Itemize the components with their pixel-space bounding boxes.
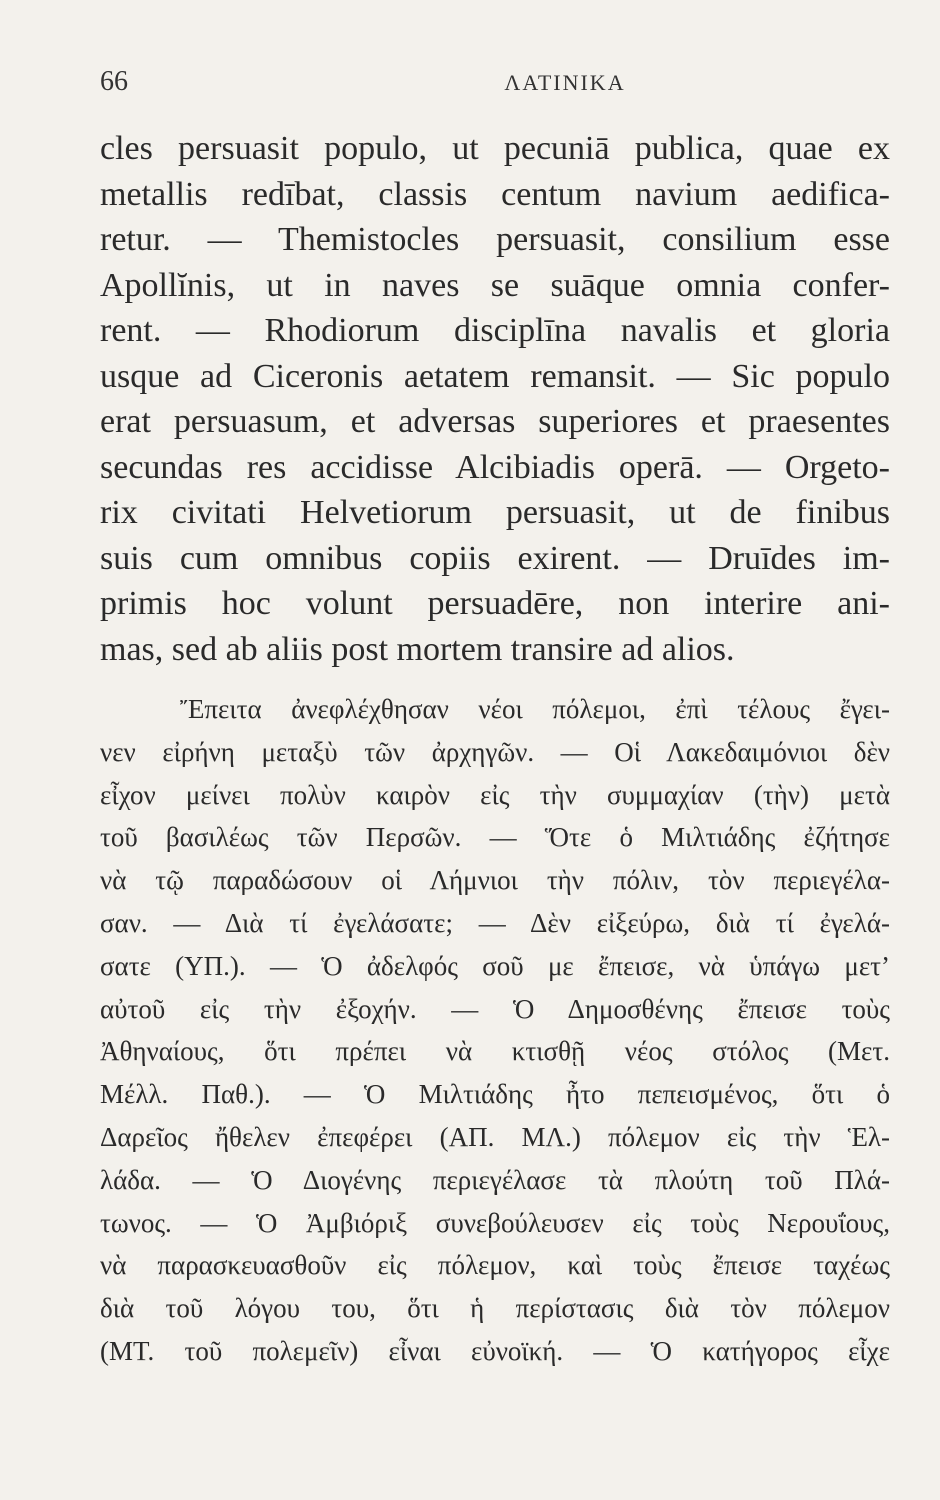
text-line: Ἔπειτα ἀνεφλέχθησαν νέοι πόλεμοι, ἐπὶ τέλους ἔγει-	[180, 694, 890, 724]
text-line: Δαρεῖος ἤθελεν ἐπεφέρει (ΑΠ. ΜΛ.) πόλεμον εἰς τὴν Ἑλ-	[100, 1121, 890, 1152]
text-line: retur. — Themistocles persuasit, consilium esse	[100, 221, 890, 258]
text-line: Μέλλ. Παθ.). — Ὁ Μιλτιάδης ἦτο πεπεισμένος, ὅτι ὁ	[100, 1079, 890, 1110]
text-line: rix civitati Helvetiorum persuasit, ut de finibus	[100, 494, 890, 531]
text-line: metallis redībat, classis centum navium aedifica-	[100, 175, 890, 213]
text-line: τοῦ βασιλέως τῶν Περσῶν. — Ὅτε ὁ Μιλτιάδης ἐζήτησε	[100, 822, 890, 853]
text-line: νὰ τῷ παραδώσουν οἱ Λήμνιοι τὴν πόλιν, τὸν περιεγέλα-	[100, 865, 890, 896]
latin-paragraph	[100, 126, 890, 672]
text-line: διὰ τοῦ λόγου του, ὅτι ἡ περίστασις διὰ τὸν πόλεμον	[100, 1293, 890, 1324]
text-line: εἶχον μείνει πολὺν καιρὸν εἰς τὴν συμμαχίαν (τὴν) μετὰ	[100, 779, 890, 810]
text-line: primis hoc volunt persuadēre, non interire ani-	[100, 585, 890, 622]
text-line: σατε (ΥΠ.). — Ὁ ἀδελφός σοῦ με ἔπεισε, νὰ ὑπάγω μετ’	[100, 950, 890, 981]
running-title: ΛΑΤΙΝΙΚΑ	[504, 70, 626, 95]
text-line: νὰ παρασκευασθοῦν εἰς πόλεμον, καὶ τοὺς ἔπεισε ταχέως	[100, 1250, 890, 1281]
text-line: erat persuasum, et adversas superiores et praesentes	[100, 403, 890, 440]
body-text	[100, 126, 890, 1373]
text-line: (ΜΤ. τοῦ πολεμεῖν) εἶναι εὐνοϊκή. — Ὁ κατήγορος εἶχε	[100, 1335, 890, 1366]
text-line: λάδα. — Ὁ Διογένης περιεγέλασε τὰ πλούτη τοῦ Πλά-	[100, 1164, 890, 1195]
text-line: νεν εἰρήνη μεταξὺ τῶν ἀρχηγῶν. — Οἱ Λακεδαιμόνιοι δὲν	[100, 736, 890, 767]
page-header	[100, 66, 900, 106]
text-line: τωνος. — Ὁ Ἀμβιόριξ συνεβούλευσεν εἰς τοὺς Νερουΐους,	[100, 1207, 890, 1238]
text-line: suis cum omnibus copiis exirent. — Druīdes im-	[100, 539, 890, 577]
text-line: usque ad Ciceronis aetatem remansit. — Sic populo	[100, 357, 890, 395]
text-line: Ἀθηναίους, ὅτι πρέπει νὰ κτισθῇ νέος στόλος (Μετ.	[100, 1036, 890, 1067]
page-number: 66	[100, 66, 128, 97]
text-line: αὐτοῦ εἰς τὴν ἐξοχήν. — Ὁ Δημοσθένης ἔπεισε τοὺς	[100, 993, 890, 1024]
text-line: rent. — Rhodiorum disciplīna navalis et gloria	[100, 312, 890, 349]
greek-paragraph	[100, 688, 890, 1373]
text-line: cles persuasit populo, ut pecuniā publica, quae ex	[100, 130, 890, 167]
text-line: mas, sed ab aliis post mortem transire ad alios.	[100, 630, 735, 668]
text-line: secundas res accidisse Alcibiadis operā. — Orgeto-	[100, 448, 890, 486]
text-line: Apollĭnis, ut in naves se suāque omnia confer-	[100, 266, 890, 304]
text-line: σαν. — Διὰ τί ἐγελάσατε; — Δὲν εἰξεύρω, διὰ τί ἐγελά-	[100, 907, 890, 938]
